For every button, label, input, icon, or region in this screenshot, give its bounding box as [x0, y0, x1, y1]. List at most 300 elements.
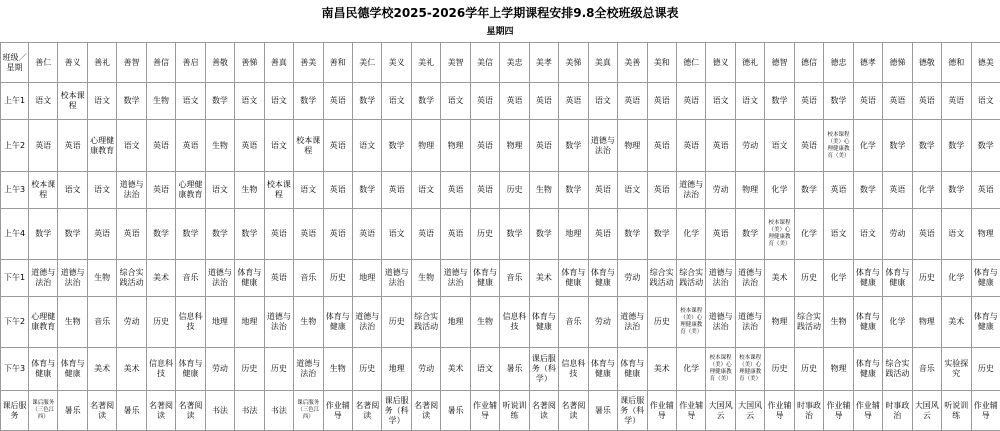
lesson-cell: 英语 [441, 209, 470, 260]
lesson-cell: 语文 [706, 83, 735, 120]
lesson-cell: 地理 [352, 260, 381, 297]
lesson-cell: 作业辅导 [765, 391, 794, 431]
lesson-cell: 英语 [853, 83, 882, 120]
lesson-cell: 英语 [529, 83, 558, 120]
lesson-cell: 作业辅导 [824, 391, 853, 431]
lesson-cell: 名著阅读 [411, 391, 440, 431]
lesson-cell: 体育与健康 [323, 297, 352, 348]
class-header: 德美 [971, 43, 1000, 83]
lesson-cell: 劳动 [205, 348, 234, 391]
period-row [1, 391, 1000, 431]
lesson-cell: 道德与法治 [735, 297, 764, 348]
lesson-cell: 语文 [971, 83, 1000, 120]
class-header: 德忠 [824, 43, 853, 83]
lesson-cell: 语文 [117, 120, 146, 172]
lesson-cell: 数学 [853, 172, 882, 209]
lesson-cell: 英语 [912, 209, 941, 260]
lesson-cell: 名著阅读 [87, 391, 116, 431]
period-label: 课后服务 [1, 391, 29, 431]
lesson-cell: 劳动 [735, 120, 764, 172]
lesson-cell: 语文 [470, 348, 499, 391]
lesson-cell: 语文 [235, 83, 264, 120]
lesson-cell: 英语 [529, 120, 558, 172]
lesson-cell: 英语 [883, 83, 912, 120]
class-header: 德信 [794, 43, 823, 83]
lesson-cell: 语文 [588, 83, 617, 120]
lesson-cell: 地理 [205, 297, 234, 348]
lesson-cell: 数学 [618, 209, 647, 260]
lesson-cell: 语文 [618, 172, 647, 209]
lesson-cell: 英语 [87, 209, 116, 260]
lesson-cell: 道德与法治 [205, 260, 234, 297]
class-header: 善悌 [235, 43, 264, 83]
period-row [1, 209, 1000, 260]
lesson-cell: 语文 [942, 209, 971, 260]
lesson-cell: 英语 [176, 120, 205, 172]
class-header: 善义 [58, 43, 87, 83]
lesson-cell: 校本课程 [58, 83, 87, 120]
lesson-cell: 化学 [883, 297, 912, 348]
lesson-cell: 语文 [441, 83, 470, 120]
class-header: 善美 [294, 43, 323, 83]
lesson-cell: 劳动 [117, 297, 146, 348]
lesson-cell: 听说训练 [500, 391, 529, 431]
period-label: 上午1 [1, 83, 29, 120]
lesson-cell: 综合实践活动 [411, 297, 440, 348]
period-row [1, 297, 1000, 348]
lesson-cell: 英语 [647, 120, 676, 172]
lesson-cell: 数学 [559, 120, 588, 172]
lesson-cell: 综合实践活动 [794, 297, 823, 348]
period-row [1, 120, 1000, 172]
class-header: 德和 [942, 43, 971, 83]
lesson-cell: 历史 [971, 348, 1000, 391]
lesson-cell: 数学 [146, 209, 175, 260]
lesson-cell: 综合实践活动 [647, 260, 676, 297]
lesson-cell: 数学 [794, 172, 823, 209]
class-header: 德礼 [735, 43, 764, 83]
class-header: 善启 [176, 43, 205, 83]
corner-header: 班级／星期 [1, 43, 29, 83]
period-label: 下午1 [1, 260, 29, 297]
lesson-cell: 英语 [794, 120, 823, 172]
period-label: 上午4 [1, 209, 29, 260]
lesson-cell: 英语 [971, 172, 1000, 209]
lesson-cell: 体育与健康 [618, 348, 647, 391]
lesson-cell: 化学 [824, 260, 853, 297]
lesson-cell: 校本课程 [29, 172, 58, 209]
lesson-cell: 语文 [411, 172, 440, 209]
lesson-cell: 物理 [411, 120, 440, 172]
lesson-cell: 作业辅导 [470, 391, 499, 431]
lesson-cell: 信息科技 [500, 297, 529, 348]
lesson-cell: 数学 [824, 83, 853, 120]
lesson-cell: 生物 [205, 120, 234, 172]
lesson-cell: 数学 [352, 83, 381, 120]
header-row [1, 43, 1000, 83]
lesson-cell: 英语 [264, 260, 293, 297]
lesson-cell: 数学 [29, 209, 58, 260]
lesson-cell: 语文 [58, 172, 87, 209]
lesson-cell: 数学 [942, 172, 971, 209]
lesson-cell: 数学 [235, 209, 264, 260]
class-header: 美礼 [411, 43, 440, 83]
lesson-cell: 历史 [794, 348, 823, 391]
class-header: 善信 [146, 43, 175, 83]
lesson-cell: 校本课程 [264, 172, 293, 209]
lesson-cell: 数学 [117, 83, 146, 120]
lesson-cell: 心理健康教育 [29, 297, 58, 348]
lesson-cell: 英语 [294, 209, 323, 260]
lesson-cell: 语文 [735, 83, 764, 120]
lesson-cell: 生物 [235, 172, 264, 209]
lesson-cell: 地理 [382, 348, 411, 391]
lesson-cell: 名著阅读 [529, 391, 558, 431]
lesson-cell: 体育与健康 [853, 297, 882, 348]
lesson-cell: 美术 [942, 297, 971, 348]
period-row [1, 172, 1000, 209]
lesson-cell: 英语 [794, 83, 823, 120]
lesson-cell: 美术 [647, 348, 676, 391]
lesson-cell: 体育与健康 [883, 260, 912, 297]
lesson-cell: 道德与法治 [676, 172, 705, 209]
lesson-cell: 校本课程 [294, 120, 323, 172]
lesson-cell: 化学 [765, 172, 794, 209]
lesson-cell: 名著阅读 [146, 391, 175, 431]
lesson-cell: 历史 [264, 348, 293, 391]
lesson-cell: 课后服务（科学） [529, 348, 558, 391]
lesson-cell: 英语 [323, 209, 352, 260]
lesson-cell: 音乐 [294, 260, 323, 297]
lesson-cell: 体育与健康 [29, 348, 58, 391]
lesson-cell: 数学 [883, 120, 912, 172]
lesson-cell: 英语 [676, 83, 705, 120]
class-header: 美善 [618, 43, 647, 83]
lesson-cell: 化学 [676, 209, 705, 260]
lesson-cell: 语文 [382, 209, 411, 260]
lesson-cell: 语文 [87, 83, 116, 120]
class-header: 德义 [706, 43, 735, 83]
lesson-cell: 课后服务（三色江西） [294, 391, 323, 431]
lesson-cell: 美术 [87, 348, 116, 391]
class-header: 善和 [323, 43, 352, 83]
lesson-cell: 体育与健康 [588, 260, 617, 297]
class-header: 德敬 [912, 43, 941, 83]
lesson-cell: 暑乐 [441, 391, 470, 431]
lesson-cell: 课后服务（三色江西） [29, 391, 58, 431]
lesson-cell: 校本课程（美）心理健康教育（美） [765, 209, 794, 260]
class-header: 德智 [765, 43, 794, 83]
lesson-cell: 实验探究 [942, 348, 971, 391]
class-header: 美真 [588, 43, 617, 83]
lesson-cell: 英语 [706, 120, 735, 172]
lesson-cell: 生物 [294, 297, 323, 348]
lesson-cell: 书法 [264, 391, 293, 431]
lesson-cell: 心理健康教育 [87, 120, 116, 172]
lesson-cell: 体育与健康 [971, 260, 1000, 297]
lesson-cell: 美术 [117, 348, 146, 391]
lesson-cell: 历史 [500, 172, 529, 209]
lesson-cell: 语文 [382, 83, 411, 120]
lesson-cell: 英语 [618, 83, 647, 120]
class-header: 善真 [264, 43, 293, 83]
lesson-cell: 物理 [735, 172, 764, 209]
lesson-cell: 书法 [205, 391, 234, 431]
class-header: 美仁 [352, 43, 381, 83]
lesson-cell: 作业辅导 [971, 391, 1000, 431]
timetable [0, 42, 1000, 431]
lesson-cell: 化学 [676, 348, 705, 391]
period-label: 下午2 [1, 297, 29, 348]
lesson-cell: 信息科技 [559, 348, 588, 391]
lesson-cell: 英语 [647, 83, 676, 120]
page-title: 南昌民德学校2025-2026学年上学期课程安排9.8全校班级总课表 [0, 4, 1000, 22]
lesson-cell: 化学 [853, 120, 882, 172]
lesson-cell: 数学 [352, 172, 381, 209]
lesson-cell: 英语 [58, 120, 87, 172]
lesson-cell: 英语 [470, 172, 499, 209]
lesson-cell: 名著阅读 [176, 391, 205, 431]
lesson-cell: 数学 [294, 83, 323, 120]
lesson-cell: 课后服务（科学） [382, 391, 411, 431]
class-header: 美和 [647, 43, 676, 83]
lesson-cell: 物理 [441, 120, 470, 172]
lesson-cell: 历史 [470, 209, 499, 260]
lesson-cell: 历史 [146, 297, 175, 348]
lesson-cell: 数学 [411, 83, 440, 120]
class-header: 美忠 [500, 43, 529, 83]
lesson-cell: 英语 [824, 172, 853, 209]
lesson-cell: 英语 [942, 83, 971, 120]
class-header: 美信 [470, 43, 499, 83]
class-header: 善仁 [29, 43, 58, 83]
lesson-cell: 化学 [942, 260, 971, 297]
lesson-cell: 地理 [559, 209, 588, 260]
lesson-cell: 心理健康教育 [176, 172, 205, 209]
lesson-cell: 语文 [264, 83, 293, 120]
lesson-cell: 生物 [411, 260, 440, 297]
lesson-cell: 语文 [853, 209, 882, 260]
period-label: 下午3 [1, 348, 29, 391]
lesson-cell: 体育与健康 [559, 260, 588, 297]
lesson-cell: 体育与健康 [58, 348, 87, 391]
lesson-cell: 数学 [382, 120, 411, 172]
lesson-cell: 英语 [441, 172, 470, 209]
lesson-cell: 体育与健康 [470, 260, 499, 297]
lesson-cell: 体育与健康 [971, 297, 1000, 348]
period-row [1, 348, 1000, 391]
lesson-cell: 物理 [618, 120, 647, 172]
lesson-cell: 信息科技 [146, 348, 175, 391]
lesson-cell: 音乐 [176, 260, 205, 297]
lesson-cell: 道德与法治 [29, 260, 58, 297]
lesson-cell: 作业辅导 [676, 391, 705, 431]
lesson-cell: 英语 [352, 209, 381, 260]
lesson-cell: 道德与法治 [735, 260, 764, 297]
lesson-cell: 名著阅读 [559, 391, 588, 431]
lesson-cell: 物理 [500, 120, 529, 172]
lesson-cell: 英语 [588, 209, 617, 260]
lesson-cell: 英语 [323, 83, 352, 120]
lesson-cell: 语文 [264, 120, 293, 172]
lesson-cell: 体育与健康 [176, 348, 205, 391]
lesson-cell: 作业辅导 [853, 391, 882, 431]
lesson-cell: 英语 [382, 172, 411, 209]
lesson-cell: 数学 [559, 172, 588, 209]
lesson-cell: 暑乐 [500, 348, 529, 391]
lesson-cell: 劳动 [883, 209, 912, 260]
lesson-cell: 道德与法治 [352, 297, 381, 348]
lesson-cell: 语文 [29, 83, 58, 120]
lesson-cell: 音乐 [500, 260, 529, 297]
lesson-cell: 综合实践活动 [117, 260, 146, 297]
lesson-cell: 历史 [382, 297, 411, 348]
lesson-cell: 英语 [117, 209, 146, 260]
lesson-cell: 生物 [58, 297, 87, 348]
lesson-cell: 生物 [470, 297, 499, 348]
timetable-body [1, 83, 1000, 431]
lesson-cell: 英语 [470, 120, 499, 172]
lesson-cell: 英语 [29, 120, 58, 172]
lesson-cell: 时事政治 [794, 391, 823, 431]
lesson-cell: 历史 [352, 348, 381, 391]
lesson-cell: 数学 [765, 83, 794, 120]
lesson-cell: 化学 [912, 172, 941, 209]
lesson-cell: 暑乐 [588, 391, 617, 431]
class-header: 德仁 [676, 43, 705, 83]
lesson-cell: 书法 [235, 391, 264, 431]
lesson-cell: 音乐 [559, 297, 588, 348]
class-header: 善智 [117, 43, 146, 83]
lesson-cell: 生物 [824, 297, 853, 348]
lesson-cell: 数学 [529, 209, 558, 260]
lesson-cell: 生物 [529, 172, 558, 209]
lesson-cell: 生物 [87, 260, 116, 297]
lesson-cell: 道德与法治 [618, 297, 647, 348]
lesson-cell: 语文 [824, 209, 853, 260]
lesson-cell: 英语 [706, 209, 735, 260]
class-header: 美智 [441, 43, 470, 83]
lesson-cell: 英语 [676, 120, 705, 172]
day-subtitle: 星期四 [0, 25, 1000, 39]
lesson-cell: 数学 [205, 209, 234, 260]
lesson-cell: 英语 [323, 172, 352, 209]
lesson-cell: 暑乐 [58, 391, 87, 431]
class-header: 善礼 [87, 43, 116, 83]
lesson-cell: 英语 [912, 83, 941, 120]
lesson-cell: 美术 [529, 260, 558, 297]
lesson-cell: 校本课程（美）心理健康教育（美） [706, 348, 735, 391]
lesson-cell: 语文 [176, 83, 205, 120]
lesson-cell: 英语 [883, 172, 912, 209]
lesson-cell: 体育与健康 [529, 297, 558, 348]
lesson-cell: 暑乐 [117, 391, 146, 431]
lesson-cell: 作业辅导 [647, 391, 676, 431]
lesson-cell: 课后服务（科学） [618, 391, 647, 431]
lesson-cell: 劳动 [618, 260, 647, 297]
lesson-cell: 英语 [500, 83, 529, 120]
lesson-cell: 道德与法治 [588, 120, 617, 172]
lesson-cell: 历史 [235, 348, 264, 391]
lesson-cell: 历史 [765, 348, 794, 391]
lesson-cell: 英语 [470, 83, 499, 120]
lesson-cell: 英语 [323, 120, 352, 172]
lesson-cell: 物理 [824, 348, 853, 391]
lesson-cell: 大国风云 [735, 391, 764, 431]
class-header: 美悌 [559, 43, 588, 83]
lesson-cell: 物理 [971, 209, 1000, 260]
lesson-cell: 英语 [647, 172, 676, 209]
lesson-cell: 数学 [971, 120, 1000, 172]
lesson-cell: 英语 [559, 83, 588, 120]
lesson-cell: 校本课程（美）心理健康教育（美） [676, 297, 705, 348]
lesson-cell: 听说训练 [942, 391, 971, 431]
lesson-cell: 劳动 [411, 348, 440, 391]
lesson-cell: 语文 [294, 172, 323, 209]
lesson-cell: 英语 [146, 120, 175, 172]
lesson-cell: 生物 [146, 83, 175, 120]
lesson-cell: 生物 [323, 348, 352, 391]
lesson-cell: 数学 [205, 83, 234, 120]
lesson-cell: 数学 [912, 120, 941, 172]
lesson-cell: 语文 [87, 172, 116, 209]
lesson-cell: 物理 [912, 297, 941, 348]
lesson-cell: 校本课程（美）心理健康教育（美） [735, 348, 764, 391]
period-label: 上午2 [1, 120, 29, 172]
lesson-cell: 美术 [146, 260, 175, 297]
class-header: 美义 [382, 43, 411, 83]
lesson-cell: 大国风云 [706, 391, 735, 431]
lesson-cell: 音乐 [87, 297, 116, 348]
lesson-cell: 综合实践活动 [676, 260, 705, 297]
lesson-cell: 道德与法治 [706, 297, 735, 348]
lesson-cell: 语文 [352, 120, 381, 172]
period-row [1, 83, 1000, 120]
lesson-cell: 地理 [441, 297, 470, 348]
lesson-cell: 数学 [735, 209, 764, 260]
period-label: 上午3 [1, 172, 29, 209]
lesson-cell: 道德与法治 [706, 260, 735, 297]
lesson-cell: 数学 [58, 209, 87, 260]
lesson-cell: 道德与法治 [294, 348, 323, 391]
lesson-cell: 语文 [765, 120, 794, 172]
lesson-cell: 道德与法治 [382, 260, 411, 297]
lesson-cell: 体育与健康 [588, 348, 617, 391]
lesson-cell: 英语 [264, 209, 293, 260]
lesson-cell: 地理 [235, 297, 264, 348]
lesson-cell: 数学 [647, 209, 676, 260]
lesson-cell: 英语 [588, 172, 617, 209]
lesson-cell: 美术 [441, 348, 470, 391]
lesson-cell: 校本课程（美）心理健康教育（美） [824, 120, 853, 172]
lesson-cell: 劳动 [706, 172, 735, 209]
lesson-cell: 英语 [235, 120, 264, 172]
class-header: 善敬 [205, 43, 234, 83]
lesson-cell: 道德与法治 [117, 172, 146, 209]
class-header: 美孝 [529, 43, 558, 83]
lesson-cell: 数学 [500, 209, 529, 260]
lesson-cell: 体育与健康 [853, 260, 882, 297]
lesson-cell: 数学 [942, 120, 971, 172]
lesson-cell: 历史 [647, 297, 676, 348]
lesson-cell: 名著阅读 [352, 391, 381, 431]
class-header: 德孝 [853, 43, 882, 83]
lesson-cell: 化学 [794, 209, 823, 260]
lesson-cell: 道德与法治 [58, 260, 87, 297]
lesson-cell: 时事政治 [883, 391, 912, 431]
lesson-cell: 语文 [205, 172, 234, 209]
lesson-cell: 数学 [176, 209, 205, 260]
